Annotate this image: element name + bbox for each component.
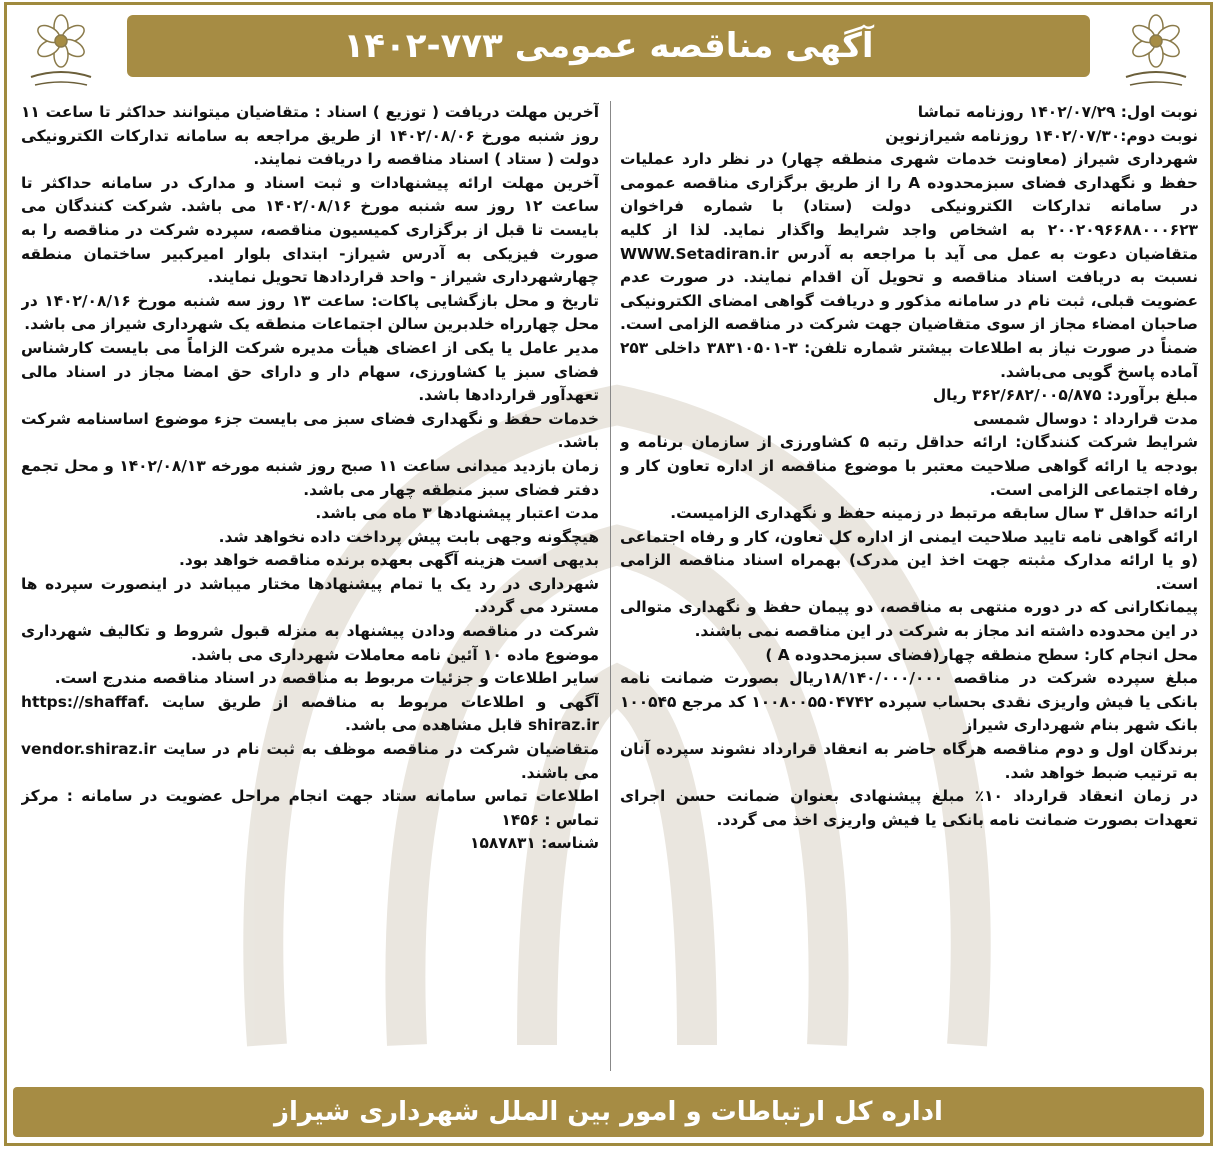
paragraph: مبلغ سپرده شرکت در مناقصه ۱۸/۱۴۰/۰۰۰/۰۰۰ریال بصورت ضمانت نامه بانکی یا فیش واریزی نقدی بحساب سپرده ۱۰۰۸۰۰۵۵۰۴۷۴۲ کد مرجع ۱۰۰۵۴۵ بانک شهر بنام شهرداری شیراز (620, 669, 1198, 735)
page-title: آگهی مناقصه عمومی ۷۷۳-۱۴۰۲ (343, 26, 874, 66)
footer-text: اداره کل ارتباطات و امور بین الملل شهرداری شیراز (274, 1097, 943, 1127)
flower-logo-icon (1108, 11, 1204, 95)
paragraph: نوبت دوم:۱۴۰۲/۰۷/۳۰ روزنامه شیرازنوین (885, 126, 1198, 145)
footer-band (13, 1087, 1204, 1137)
header (7, 5, 1210, 97)
paragraph: آخرین مهلت ارائه پیشنهادات و ثبت اسناد و مدارک در سامانه حداکثر تا ساعت ۱۲ روز سه شنبه مورخ ۱۴۰۲/۰۸/۱۶ می باشد. شرکت کنندگان می بایست تا قبل از برگزاری کمیسیون مناقصه، سپرده شرکت در مناقصه را به صورت فیزیکی به آدرس شیراز- ابتدای بلوار امیرکبیر ساختمان منطقه چهارشهرداری شیراز - واحد قراردادها تحویل نمایند. (21, 173, 599, 287)
paragraph: متقاضیان شرکت در مناقصه موظف به ثبت نام در سایت vendor.shiraz.ir می باشند. (21, 740, 599, 782)
paragraph: آخرین مهلت دریافت ( توزیع ) اسناد : متقاضیان میتوانند حداکثر تا ساعت ۱۱ روز شنبه مورخ ۱۴۰۲/۰۸/۰۶ از طریق مراجعه به سامانه تدارکات الکترونیکی دولت ( ستاد ) اسناد مناقصه را دریافت نمایند. (21, 103, 599, 169)
paragraph: هیچگونه وجهی بابت پیش پرداخت داده نخواهد شد. (218, 527, 599, 546)
paragraph: مدت قرارداد : دوسال شمسی (973, 409, 1198, 428)
paragraph: مدیر عامل یا یکی از اعضای هیأت مدیره شرکت الزاماً می بایست کارشناس فضای سبز یا کشاورزی، سهام دار و دارای حق امضا مجاز در اسناد مالی تعهدآور قراردادها باشد. (21, 338, 599, 405)
paragraph: محل انجام کار: سطح منطقه چهار(فضای سبزمحدوده A ) (765, 645, 1198, 664)
paragraph: شناسه: ۱۵۸۷۸۳۱ (470, 834, 599, 853)
flower-logo-icon (13, 11, 109, 95)
shiraz-municipality-logo-left (13, 11, 109, 95)
paragraph: پیمانکارانی که در دوره منتهی به مناقصه، دو پیمان حفظ و نگهداری متوالی در این محدوده داشته اند مجاز به شرکت در این مناقصه نمی باشند. (620, 598, 1198, 641)
paragraph: شرکت در مناقصه ودادن پیشنهاد به منزله قبول شروط و تکالیف شهرداری موضوع ماده ۱۰ آئین نامه معاملات شهرداری می باشد. (21, 622, 599, 664)
paragraph: برندگان اول و دوم مناقصه هرگاه حاضر به انعقاد قرارداد نشوند سپرده آنان به ترتیب ضبط خواهد شد. (620, 740, 1198, 782)
paragraph: تاریخ و محل بازگشایی پاکات: ساعت ۱۳ روز سه شنبه مورخ ۱۴۰۲/۰۸/۱۶ در محل چهارراه خلدبرین سالن اجتماعات منطقه یک شهرداری شیراز می باشد. (21, 291, 599, 334)
paragraph: نوبت اول: ۱۴۰۲/۰۷/۲۹ روزنامه تماشا (917, 103, 1198, 121)
paragraph: ارائه حداقل ۳ سال سابقه مرتبط در زمینه حفظ و نگهداری الزامیست. (670, 504, 1198, 523)
paragraph: شرایط شرکت کنندگان: ارائه حداقل رتبه ۵ کشاورزی از سازمان برنامه و بودجه یا ارائه گواهی صلاحیت معتبر با موضوع مناقصه از اداره تعاون کار و رفاه اجتماعی الزامی است. (620, 433, 1198, 499)
paragraph: شهرداری شیراز (معاونت خدمات شهری منطقه چهار) در نظر دارد عملیات حفظ و نگهداری فضای سبزمحدوده A را از طریق برگزاری مناقصه عمومی در سامانه تدارکات الکترونیکی دولت (ستاد) با شماره فراخوان ۲۰۰۲۰۹۶۶۸۸۰۰۰۶۲۳ به اشخاص واجد شرایط واگذار نماید. لذا از کلیه متقاضیان دعوت به عمل می آید با مراجعه به آدرس WWW.Setadiran.ir نسبت به دریافت اسناد مناقصه و تحویل آن اقدام نمایند. در صورت عدم عضویت قبلی، ثبت نام در سامانه مذکور و دریافت گواهی امضای الکترونیکی صاحبان امضاء مجاز از سوی متقاضیان جهت شرکت در مناقصه الزامی است. ضمناً در صورت نیاز به اطلاعات بیشتر شماره تلفن: ۳-۳۸۳۱۰۵۰۱ داخلی ۲۵۳ آماده پاسخ گویی می‌باشد. (620, 150, 1198, 381)
paragraph: سایر اطلاعات و جزئیات مربوط به مناقصه در اسناد مناقصه مندرج است. (54, 669, 599, 688)
paragraph: زمان بازدید میدانی ساعت ۱۱ صبح روز شنبه مورخه ۱۴۰۲/۰۸/۱۳ و محل تجمع دفتر فضای سبز منطقه چهار می باشد. (21, 456, 599, 499)
paragraph: ارائه گواهی نامه تایید صلاحیت ایمنی از اداره کل تعاون، کار و رفاه اجتماعی (و یا ارائه مدارک مثبته جهت اخذ این مدرک) بهمراه اسناد مناقصه الزامی است. (620, 527, 1198, 593)
content-columns (21, 101, 1198, 1071)
paragraph: مبلغ برآورد: ۳۶۲/۶۸۲/۰۰۵/۸۷۵ ریال (932, 386, 1198, 405)
left-column (21, 101, 599, 1071)
paragraph: اطلاعات تماس سامانه ستاد جهت انجام مراحل عضویت در سامانه : مرکز تماس : ۱۴۵۶ (21, 787, 599, 829)
paragraph: در زمان انعقاد قرارداد ۱۰٪ مبلغ پیشنهادی بعنوان ضمانت حسن اجرای تعهدات بصورت ضمانت نامه بانکی یا فیش واریزی اخذ می گردد. (620, 787, 1198, 829)
paragraph: آگهی و اطلاعات مربوط به مناقصه از طریق سایت https://shaffaf. shiraz.ir قابل مشاهده می باشد. (21, 692, 599, 735)
paragraph: خدمات حفظ و نگهداری فضای سبز می بایست جزء موضوع اساسنامه شرکت باشد. (21, 409, 599, 452)
shiraz-municipality-logo-right (1108, 11, 1204, 95)
title-band (127, 15, 1090, 77)
column-divider (610, 101, 611, 1071)
advertisement-frame (4, 2, 1213, 1146)
paragraph: مدت اعتبار پیشنهادها ۳ ماه می باشد. (315, 504, 599, 523)
right-column (620, 101, 1198, 1071)
paragraph: بدیهی است هزینه آگهی بعهده برنده مناقصه خواهد بود. (179, 551, 599, 570)
paragraph: شهرداری در رد یک یا تمام پیشنهادها مختار میباشد در اینصورت سپرده ها مسترد می گردد. (21, 574, 599, 617)
